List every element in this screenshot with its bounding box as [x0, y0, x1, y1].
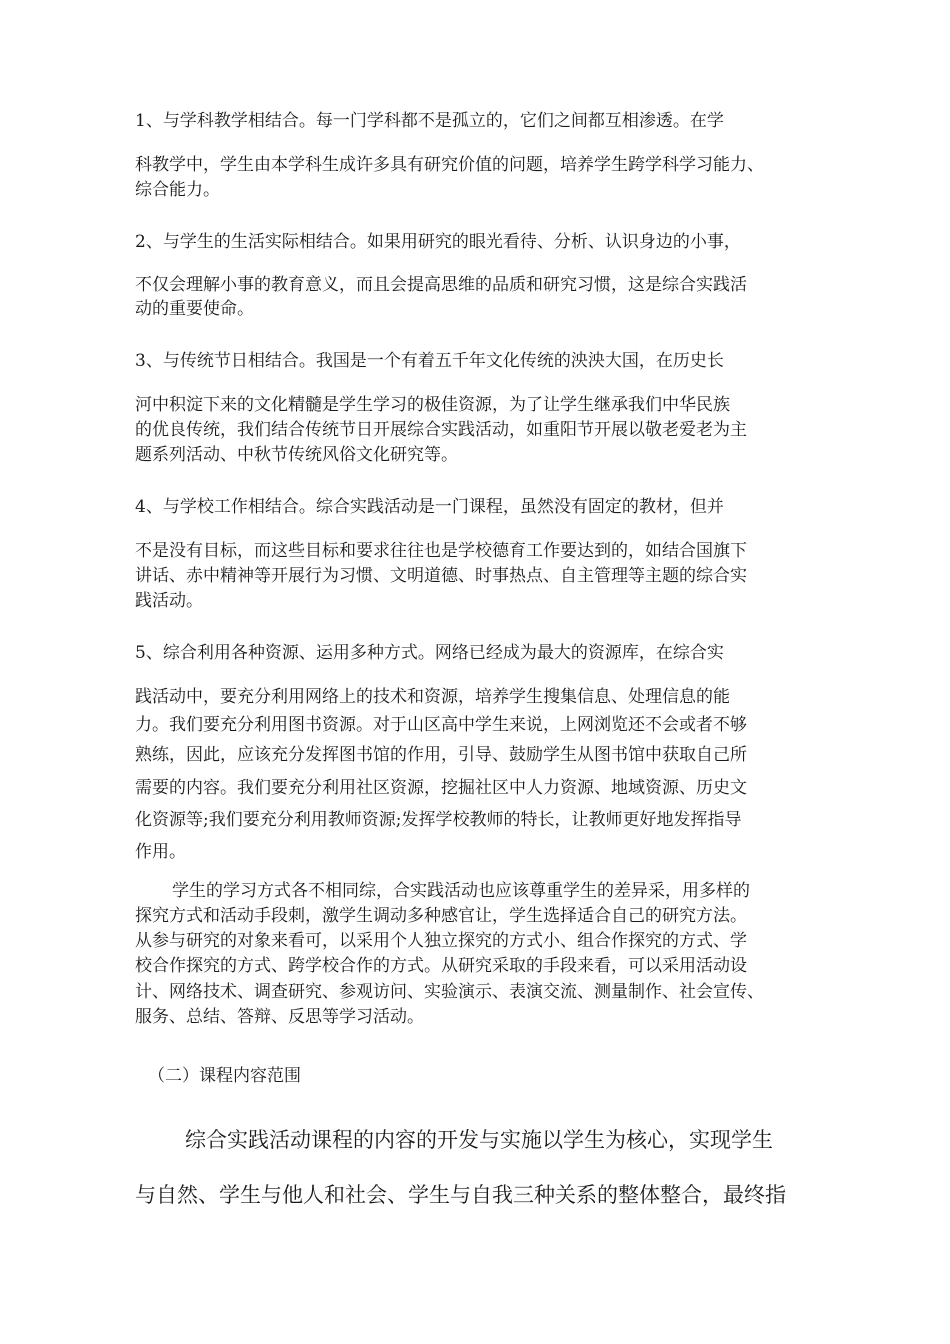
para-line-2: 探究方式和活动手段刺，激学生调动多种感官让，学生选择适合自己的研究方法。	[135, 906, 747, 926]
item-5-line-6: 化资源等;我们要充分利用教师资源;发挥学校教师的特长，让教师更好地发挥指导	[135, 810, 742, 830]
para-line-1: 学生的学习方式各不相同综，合实践活动也应该尊重学生的差异采，用多样的	[172, 881, 750, 901]
item-2-line-1: 2、与学生的生活实际相结合。如果用研究的眼光看待、分析、认识身边的小事，	[135, 232, 741, 252]
item-3-line-4: 题系列活动、中秋节传统风俗文化研究等。	[135, 445, 458, 465]
para-line-4: 校合作探究的方式、跨学校合作的方式。从研究采取的手段来看，可以采用活动设	[135, 956, 747, 976]
item-5-line-7: 作用。	[135, 842, 186, 862]
item-1-line-2: 科教学中，学生由本学科生成许多具有研究价值的问题，培养学生跨学科学习能力、	[135, 155, 764, 175]
item-4-line-1: 4、与学校工作相结合。综合实践活动是一门课程，虽然没有固定的教材，但并	[135, 497, 724, 517]
item-1-line-3: 综合能力。	[135, 180, 220, 200]
para-line-6: 服务、总结、答辩、反思等学习活动。	[135, 1007, 424, 1027]
item-4-line-2: 不是没有目标，而这些目标和要求往往也是学校德育工作要达到的，如结合国旗下	[135, 541, 747, 561]
item-1-line-1: 1、与学科教学相结合。每一门学科都不是孤立的，它们之间都互相渗透。在学	[135, 111, 724, 131]
item-5-line-3: 力。我们要充分利用图书资源。对于山区高中学生来说，上网浏览还不会或者不够	[135, 715, 747, 735]
final-line-1: 综合实践活动课程的内容的开发与实施以学生为核心，实现学生	[185, 1128, 773, 1152]
item-4-line-3: 讲话、赤中精神等开展行为习惯、文明道德、时事热点、自主管理等主题的综合实	[135, 566, 747, 586]
item-5-line-2: 践活动中，要充分利用网络上的技术和资源，培养学生搜集信息、处理信息的能	[135, 687, 730, 707]
item-2-line-3: 动的重要使命。	[135, 299, 254, 319]
para-line-3: 从参与研究的对象来看可，以采用个人独立探究的方式小、组合作探究的方式、学	[135, 931, 747, 951]
item-3-line-2: 河中积淀下来的文化精髓是学生学习的极佳资源，为了让学生继承我们中华民族	[135, 395, 730, 415]
item-5-line-1: 5、综合利用各种资源、运用多种方式。网络已经成为最大的资源库，在综合实	[135, 643, 724, 663]
item-5-line-5: 需要的内容。我们要充分利用社区资源，挖掘社区中人力资源、地域资源、历史文	[135, 778, 747, 798]
item-2-line-2: 不仅会理解小事的教育意义，而且会提高思维的品质和研究习惯，这是综合实践活	[135, 275, 747, 295]
final-line-2: 与自然、学生与他人和社会、学生与自我三种关系的整体整合，最终指	[135, 1183, 786, 1207]
item-5-line-4: 熟练，因此，应该充分发挥图书馆的作用，引导、鼓励学生从图书馆中获取自己所	[135, 745, 747, 765]
item-3-line-3: 的优良传统，我们结合传统节日开展综合实践活动，如重阳节开展以敬老爱老为主	[135, 420, 747, 440]
item-3-line-1: 3、与传统节日相结合。我国是一个有着五千年文化传统的泱泱大国，在历史长	[135, 351, 724, 371]
para-line-5: 计、网络技术、调查研究、参观访问、实验演示、表演交流、测量制作、社会宣传、	[135, 982, 764, 1002]
section-heading: （二）课程内容范围	[148, 1066, 301, 1086]
item-4-line-4: 践活动。	[135, 591, 203, 611]
